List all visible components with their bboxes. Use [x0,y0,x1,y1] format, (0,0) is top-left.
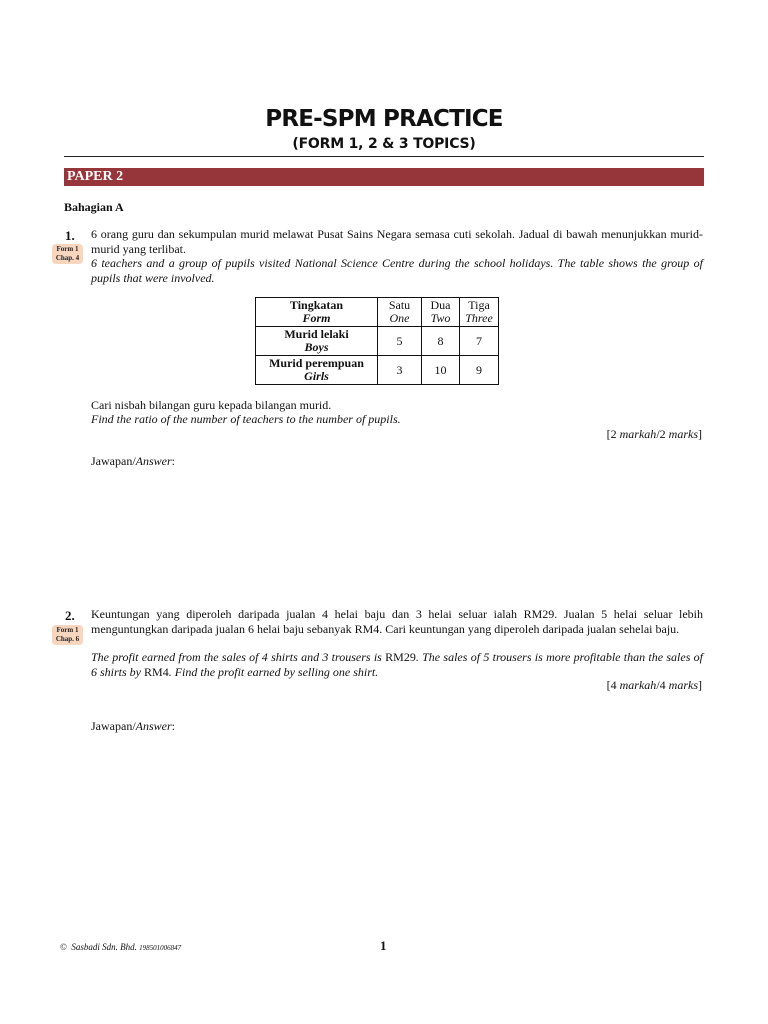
question-2-answer-label: Jawapan/Answer: [91,719,175,733]
question-1-table [255,297,499,385]
question-1-text-malay: 6 orang guru dan sekumpulan murid melawat Pusat Sains Negara semasa cuti sekolah. Jadual di bawah menunjukkan murid-murid yang terlibat. [91,227,703,256]
table-header-row [256,298,499,327]
question-1-number: 1. [65,228,75,243]
topic-tag-form: Form 1 [56,626,79,634]
publisher-name: Sasbadi Sdn. Bhd. [71,942,137,952]
topic-tag-form: Form 1 [56,245,79,253]
question-1-topic-tag [52,244,83,264]
table-cell: 5 [378,327,422,356]
table-header-cell: Dua Two [422,298,460,327]
section-heading: Bahagian A [64,200,124,214]
table-cell: 7 [460,327,499,356]
title-divider [64,156,704,157]
question-2-number: 2. [65,608,75,623]
question-1-instruction-english: Find the ratio of the number of teachers to the number of pupils. [91,412,401,426]
table-header-cell: Tiga Three [460,298,499,327]
table-cell: 8 [422,327,460,356]
table-cell: 3 [378,356,422,385]
question-1-instruction-malay: Cari nisbah bilangan guru kepada bilangan murid. [91,398,332,412]
publisher-reg-no: 198501006847 [139,944,182,952]
paper-label: PAPER 2 [67,169,124,184]
table-cell: 9 [460,356,499,385]
question-1-marks: [2 markah/2 marks] [606,427,702,441]
table-header-cell: Satu One [378,298,422,327]
question-2-text-malay: Keuntungan yang diperoleh daripada jualan 4 helai baju dan 3 helai seluar ialah RM29. Jualan 5 helai seluar lebih menguntungkan daripada jualan 6 helai baju sebanyak RM4. Cari keuntungan yang diperoleh daripada jualan sehelai baju. [91,607,703,636]
question-1-answer-label: Jawapan/Answer: [91,454,175,468]
page-title: PRE-SPM PRACTICE [265,106,503,132]
page-subtitle: (FORM 1, 2 & 3 TOPICS) [292,136,476,152]
question-1-text-english: 6 teachers and a group of pupils visited National Science Centre during the school holidays. The table shows the group of pupils that were involved. [91,256,703,285]
table-row-label: Murid perempuan Girls [256,356,378,385]
table-row [256,327,499,356]
question-2-marks: [4 markah/4 marks] [606,678,702,692]
topic-tag-chapter: Chap. 4 [55,254,80,262]
copyright-icon: © [60,942,67,952]
page-number: 1 [380,938,387,953]
table-cell: 10 [422,356,460,385]
footer-copyright [60,942,181,952]
topic-tag-chapter: Chap. 6 [55,635,80,643]
table-row-label: Murid lelaki Boys [256,327,378,356]
question-2-text-english: The profit earned from the sales of 4 shirts and 3 trousers is RM29. The sales of 5 trousers is more profitable than the sales of 6 shirts by RM4. Find the profit earned by selling one shirt. [91,650,703,679]
question-2-topic-tag [52,625,83,645]
paper-label-bar [64,168,704,186]
table-header-label: Tingkatan Form [256,298,378,327]
table-row [256,356,499,385]
